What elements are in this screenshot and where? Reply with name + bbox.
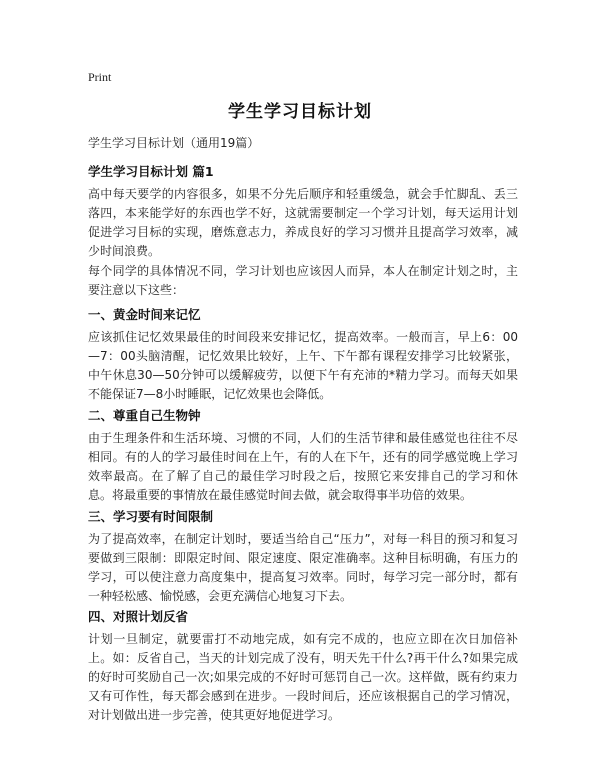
- section-heading-2: 二、尊重自己生物钟: [88, 408, 201, 423]
- section-body-4: 计划一旦制定，就要雷打不动地完成，如有完不成的，也应立即在次日加倍补上。如：反省自己，当天的计划完成了没有，明天先干什么?再干什么?如果完成的好时可奖励自己一次;如果完成的不好时可惩罚自己一次。这样做，既有约束力又有可作性，每天都会感到在进步。一段时间后，还应该根据自己的学习情况，对计划做出进一步完善，使其更好地促进学习。: [88, 632, 518, 722]
- intro-paragraph-2: 每个同学的具体情况不同，学习计划也应该因人而异，本人在制定计划之时，主要注意以下这些：: [88, 264, 518, 297]
- intro-paragraph-1: 高中每天要学的内容很多，如果不分先后顺序和轻重缓急，就会手忙脚乱、丢三落四，本来能学好的东西也学不好，这就需要制定一个学习计划，每天运用计划促进学习目标的实现，磨炼意志力，养成良好的学习习惯并且提高学习效率，减少时间浪费。: [88, 187, 518, 258]
- section-heading-1: 一、黄金时间来记忆: [88, 307, 201, 322]
- article-heading: 学生学习目标计划 篇1: [88, 164, 214, 179]
- section-body-2: 由于生理条件和生活环境、习惯的不同，人们的生活节律和最佳感觉也往往不尽相同。有的人的学习最佳时间在上午，有的人在下午，还有的同学感觉晚上学习效率最高。在了解了自己的最佳学习时段之后，按照它来安排自己的学习和休息。将最重要的事情放在最佳感觉时间去做，就会取得事半功倍的效果。: [88, 431, 518, 502]
- section-heading-4: 四、对照计划反省: [88, 609, 189, 624]
- print-label: Print: [88, 70, 112, 84]
- section-heading-3: 三、学习要有时间限制: [88, 509, 214, 524]
- page-title: 学生学习目标计划: [228, 102, 372, 122]
- section-body-3: 为了提高效率，在制定计划时，要适当给自己“压力”，对每一科目的预习和复习要做到三限制：即限定时间、限定速度、限定准确率。这种目标明确，有压力的学习，可以使注意力高度集中，提高复习效率。同时，每学习完一部分时，都有一种轻松感、愉悦感，会更充满信心地复习下去。: [88, 532, 518, 603]
- section-body-1: 应该抓住记忆效果最佳的时间段来安排记忆，提高效率。一般而言，早上6：00—7：00头脑清醒，记忆效果比较好，上午、下午都有课程安排学习比较紧张，中午休息30—50分钟可以缓解疲劳，以便下午有充沛的*精力学习。而每天如果不能保证7—8小时睡眠，记忆效果也会降低。: [88, 330, 518, 401]
- document-subtitle: 学生学习目标计划（通用19篇）: [88, 136, 260, 150]
